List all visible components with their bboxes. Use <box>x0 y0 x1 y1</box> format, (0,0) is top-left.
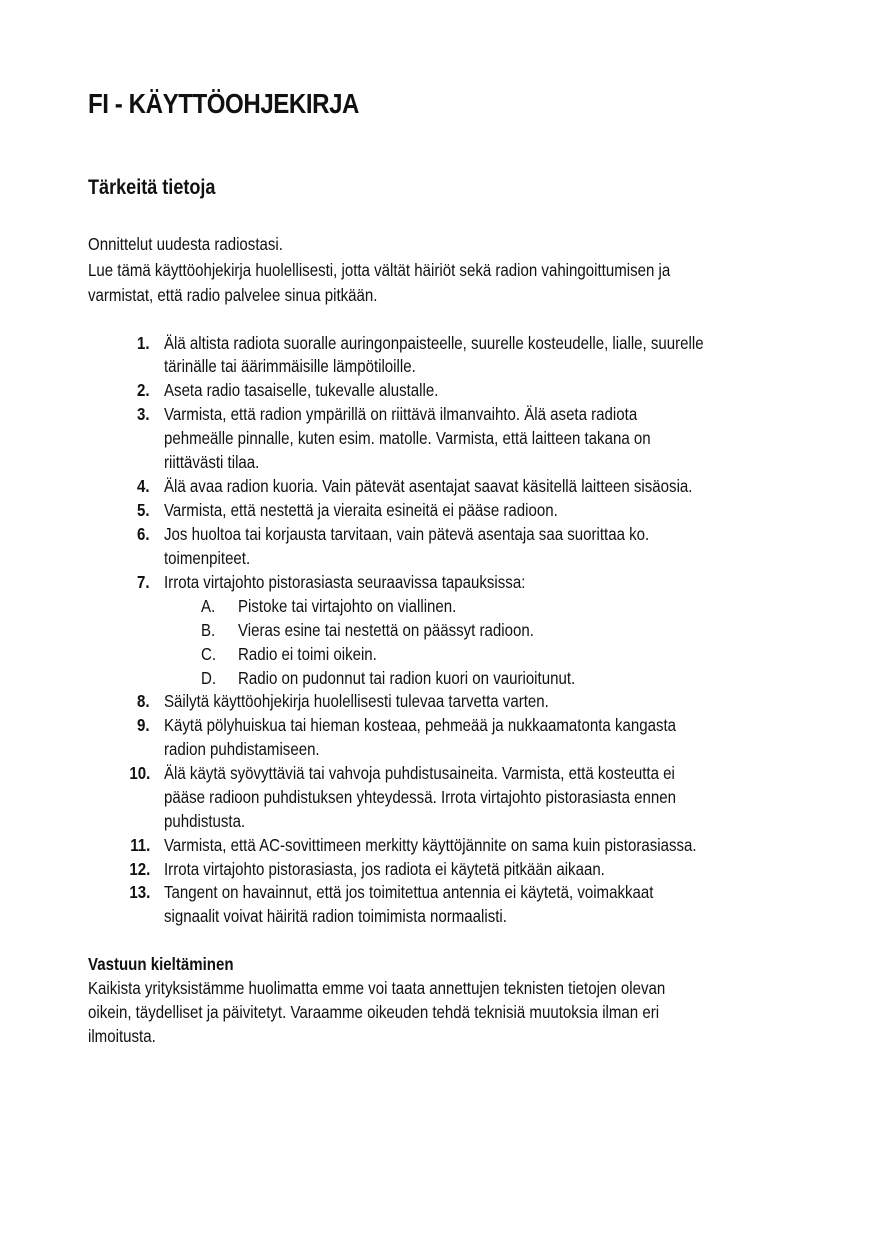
list-item: Varmista, että radion ympärillä on riittävä ilmanvaihto. Älä aseta radiota <box>164 404 638 424</box>
list-number: 13. <box>129 882 150 902</box>
list-number: 11. <box>129 835 150 855</box>
intro-line: Onnittelut uudesta radiostasi. <box>88 234 283 254</box>
intro-line: Lue tämä käyttöohjekirja huolellisesti, jotta vältät häiriöt sekä radion vahingoittumisen ja <box>88 260 671 280</box>
list-number: 8. <box>137 691 150 711</box>
list-item: toimenpiteet. <box>164 548 251 568</box>
sub-list-item: Radio on pudonnut tai radion kuori on vaurioitunut. <box>238 668 576 688</box>
list-item: pehmeälle pinnalle, kuten esim. matolle. Varmista, että laitteen takana on <box>164 428 651 448</box>
sub-list-letter: C. <box>201 644 217 664</box>
list-item: Irrota virtajohto pistorasiasta, jos radiota ei käytetä pitkään aikaan. <box>164 859 605 879</box>
list-number: 4. <box>137 476 150 496</box>
list-number: 1. <box>137 333 150 353</box>
sub-list-item: Vieras esine tai nestettä on päässyt radioon. <box>238 620 534 640</box>
list-number: 6. <box>137 524 150 544</box>
list-item: radion puhdistamiseen. <box>164 739 320 759</box>
list-item: Älä käytä syövyttäviä tai vahvoja puhdistusaineita. Varmista, että kosteutta ei <box>164 763 675 783</box>
list-item: Älä altista radiota suoralle auringonpaisteelle, suurelle kosteudelle, lialle, suurelle <box>164 333 704 353</box>
list-number: 9. <box>137 715 150 735</box>
list-item: pääse radioon puhdistuksen yhteydessä. Irrota virtajohto pistorasiasta ennen <box>164 787 677 807</box>
list-number: 2. <box>137 380 150 400</box>
list-item: tärinälle tai äärimmäisille lämpötiloille. <box>164 356 416 376</box>
list-number: 10. <box>129 763 150 783</box>
disclaimer-line: Kaikista yrityksistämme huolimatta emme voi taata annettujen teknisten tietojen olevan <box>88 978 666 998</box>
intro-line: varmistat, että radio palvelee sinua pitkään. <box>88 285 378 305</box>
sub-list-letter: A. <box>201 596 216 616</box>
list-item: Jos huoltoa tai korjausta tarvitaan, vain pätevä asentaja saa suorittaa ko. <box>164 524 650 544</box>
disclaimer-heading: Vastuun kieltäminen <box>88 954 234 974</box>
list-item: Säilytä käyttöohjekirja huolellisesti tulevaa tarvetta varten. <box>164 691 549 711</box>
list-number: 12. <box>129 859 150 879</box>
list-item: Aseta radio tasaiselle, tukevalle alustalle. <box>164 380 439 400</box>
sub-list-item: Pistoke tai virtajohto on viallinen. <box>238 596 457 616</box>
sub-list-letter: D. <box>201 668 217 688</box>
list-number: 3. <box>137 404 150 424</box>
sub-list-item: Radio ei toimi oikein. <box>238 644 377 664</box>
section-title: Tärkeitä tietoja <box>88 176 216 199</box>
list-item: Älä avaa radion kuoria. Vain pätevät asentajat saavat käsitellä laitteen sisäosia. <box>164 476 693 496</box>
list-item: riittävästi tilaa. <box>164 452 260 472</box>
list-item: Irrota virtajohto pistorasiasta seuraavissa tapauksissa: <box>164 572 526 592</box>
disclaimer-line: ilmoitusta. <box>88 1026 156 1046</box>
list-item: Tangent on havainnut, että jos toimitettua antennia ei käytetä, voimakkaat <box>164 882 654 902</box>
sub-list-letter: B. <box>201 620 216 640</box>
list-item: Varmista, että AC-sovittimeen merkitty käyttöjännite on sama kuin pistorasiassa. <box>164 835 697 855</box>
list-item: Varmista, että nestettä ja vieraita esineitä ei pääse radioon. <box>164 500 558 520</box>
list-item: signaalit voivat häiritä radion toimimista normaalisti. <box>164 906 507 926</box>
list-number: 7. <box>137 572 150 592</box>
list-number: 5. <box>137 500 150 520</box>
disclaimer-line: oikein, täydelliset ja päivitetyt. Varaamme oikeuden tehdä teknisiä muutoksia ilman eri <box>88 1002 660 1022</box>
list-item: Käytä pölyhuiskua tai hieman kosteaa, pehmeää ja nukkaamatonta kangasta <box>164 715 677 735</box>
page-title: FI - KÄYTTÖOHJEKIRJA <box>88 88 360 119</box>
list-item: puhdistusta. <box>164 811 246 831</box>
